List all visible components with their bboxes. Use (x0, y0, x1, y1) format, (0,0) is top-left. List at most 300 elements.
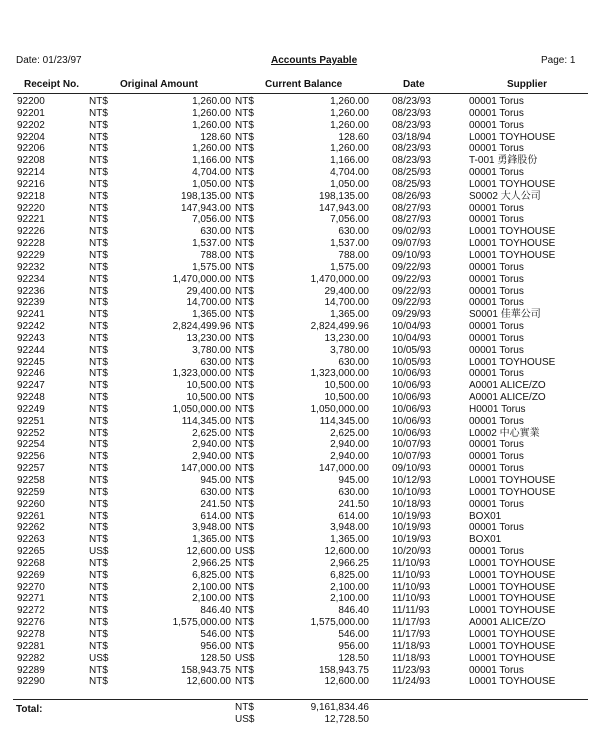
current-balance: 14,700.00 (324, 297, 369, 309)
invoice-date: 10/19/93 (392, 510, 431, 522)
total-divider (13, 699, 588, 700)
balance-currency: NT$ (235, 486, 254, 498)
balance-currency: NT$ (235, 107, 254, 119)
original-amount: 956.00 (200, 640, 231, 652)
supplier-name: 00001 Torus (469, 96, 524, 107)
original-amount: 1,365.00 (192, 309, 231, 321)
original-amount: 788.00 (200, 249, 231, 261)
current-balance: 1,260.00 (330, 96, 369, 107)
invoice-date: 10/06/93 (392, 368, 431, 380)
original-amount: 128.50 (200, 652, 231, 664)
invoice-date: 11/10/93 (392, 557, 431, 569)
total-currency: US$ (235, 714, 255, 725)
total-amount: 12,728.50 (324, 714, 369, 725)
table-row (0, 155, 600, 167)
receipt-number: 92239 (17, 297, 45, 309)
receipt-number: 92268 (17, 557, 45, 569)
original-amount: 2,966.25 (192, 557, 231, 569)
supplier-name: BOX01 (469, 534, 502, 546)
table-row (0, 167, 600, 179)
invoice-date: 08/23/93 (392, 107, 431, 119)
receipt-number: 92258 (17, 475, 45, 486)
supplier-name: 00001 Torus (469, 143, 524, 155)
report-date: Date: 01/23/97 (16, 55, 82, 66)
original-currency: NT$ (89, 403, 108, 415)
original-amount: 29,400.00 (186, 285, 231, 297)
table-row (0, 108, 600, 120)
invoice-date: 08/25/93 (392, 167, 431, 179)
table-row (0, 226, 600, 238)
receipt-number: 92290 (17, 676, 45, 688)
original-currency: NT$ (89, 628, 108, 640)
receipt-number: 92249 (17, 403, 45, 415)
current-balance: 945.00 (338, 475, 369, 486)
original-currency: NT$ (89, 344, 108, 356)
receipt-number: 92243 (17, 332, 45, 344)
original-currency: US$ (89, 652, 109, 664)
original-currency: NT$ (89, 510, 108, 522)
supplier-name: 00001 Torus (469, 273, 524, 285)
current-balance: 3,948.00 (330, 522, 369, 534)
table-row (0, 534, 600, 546)
receipt-number: 92221 (17, 214, 45, 226)
original-amount: 1,166.00 (192, 155, 231, 167)
current-balance: 12,600.00 (324, 546, 369, 558)
invoice-date: 09/29/93 (392, 309, 431, 321)
original-amount: 13,230.00 (186, 332, 231, 344)
table-row (0, 487, 600, 499)
table-row (0, 274, 600, 286)
original-amount: 3,948.00 (192, 522, 231, 534)
current-balance: 198,135.00 (318, 190, 369, 202)
original-currency: NT$ (89, 96, 108, 107)
original-currency: NT$ (89, 475, 108, 486)
balance-currency: NT$ (235, 628, 254, 640)
balance-currency: NT$ (235, 581, 254, 593)
original-currency: NT$ (89, 415, 108, 427)
balance-currency: NT$ (235, 178, 254, 190)
original-amount: 2,100.00 (192, 581, 231, 593)
table-row (0, 380, 600, 392)
original-currency: NT$ (89, 190, 108, 202)
current-balance: 2,940.00 (330, 451, 369, 463)
balance-currency: NT$ (235, 439, 254, 451)
supplier-name: 00001 Torus (469, 439, 524, 451)
receipt-number: 92236 (17, 285, 45, 297)
balance-currency: NT$ (235, 131, 254, 143)
original-currency: NT$ (89, 321, 108, 333)
receipt-number: 92261 (17, 510, 45, 522)
original-currency: NT$ (89, 155, 108, 167)
current-balance: 4,704.00 (330, 167, 369, 179)
receipt-number: 92200 (17, 96, 45, 107)
supplier-name: L0001 TOYHOUSE (469, 178, 556, 190)
current-balance: 6,825.00 (330, 569, 369, 581)
balance-currency: NT$ (235, 202, 254, 214)
current-balance: 630.00 (338, 486, 369, 498)
table-row (0, 439, 600, 451)
original-currency: NT$ (89, 368, 108, 380)
original-amount: 2,940.00 (192, 439, 231, 451)
supplier-name: T-001 勇鋒股份 (469, 155, 538, 167)
original-amount: 147,943.00 (180, 202, 231, 214)
balance-currency: NT$ (235, 451, 254, 463)
balance-currency: NT$ (235, 427, 254, 439)
column-header-supplier: Supplier (507, 79, 548, 90)
original-amount: 546.00 (200, 628, 231, 640)
original-currency: NT$ (89, 356, 108, 368)
receipt-number: 92244 (17, 344, 45, 356)
receipt-number: 92234 (17, 273, 45, 285)
invoice-date: 10/19/93 (392, 522, 431, 534)
balance-currency: US$ (235, 652, 255, 664)
receipt-number: 92206 (17, 143, 45, 155)
original-amount: 1,537.00 (192, 238, 231, 250)
original-currency: NT$ (89, 119, 108, 131)
original-currency: NT$ (89, 569, 108, 581)
invoice-date: 11/23/93 (392, 664, 431, 676)
supplier-name: L0001 TOYHOUSE (469, 249, 556, 261)
receipt-number: 92241 (17, 309, 45, 321)
supplier-name: L0001 TOYHOUSE (469, 581, 556, 593)
original-amount: 1,575,000.00 (172, 617, 231, 629)
original-amount: 2,824,499.96 (172, 321, 231, 333)
invoice-date: 10/18/93 (392, 498, 431, 510)
original-currency: NT$ (89, 178, 108, 190)
current-balance: 128.60 (338, 131, 369, 143)
receipt-number: 92202 (17, 119, 45, 131)
supplier-name: A0001 ALICE/ZO (469, 392, 546, 404)
original-currency: NT$ (89, 167, 108, 179)
invoice-date: 10/06/93 (392, 403, 431, 415)
table-row (0, 428, 600, 440)
table-row (0, 297, 600, 309)
balance-currency: NT$ (235, 96, 254, 107)
table-row (0, 582, 600, 594)
original-currency: NT$ (89, 214, 108, 226)
invoice-date: 10/06/93 (392, 415, 431, 427)
column-header-original-amount: Original Amount (120, 79, 198, 90)
supplier-name: L0001 TOYHOUSE (469, 593, 556, 605)
table-row (0, 522, 600, 534)
original-currency: NT$ (89, 605, 108, 617)
original-amount: 2,100.00 (192, 593, 231, 605)
original-amount: 1,050,000.00 (172, 403, 231, 415)
balance-currency: NT$ (235, 273, 254, 285)
receipt-number: 92228 (17, 238, 45, 250)
invoice-date: 09/02/93 (392, 226, 431, 238)
supplier-name: L0001 TOYHOUSE (469, 131, 556, 143)
current-balance: 956.00 (338, 640, 369, 652)
invoice-date: 10/07/93 (392, 439, 431, 451)
table-row (0, 629, 600, 641)
table-row (0, 96, 600, 108)
current-balance: 1,260.00 (330, 143, 369, 155)
receipt-number: 92262 (17, 522, 45, 534)
table-row (0, 558, 600, 570)
page-number: Page: 1 (541, 55, 576, 66)
current-balance: 788.00 (338, 249, 369, 261)
invoice-date: 08/23/93 (392, 96, 431, 107)
original-currency: NT$ (89, 676, 108, 688)
original-amount: 630.00 (200, 226, 231, 238)
original-amount: 1,260.00 (192, 96, 231, 107)
supplier-name: 00001 Torus (469, 167, 524, 179)
supplier-name: 00001 Torus (469, 332, 524, 344)
original-amount: 7,056.00 (192, 214, 231, 226)
table-row (0, 475, 600, 487)
balance-currency: NT$ (235, 226, 254, 238)
original-currency: NT$ (89, 332, 108, 344)
supplier-name: 00001 Torus (469, 202, 524, 214)
original-amount: 630.00 (200, 486, 231, 498)
current-balance: 2,100.00 (330, 593, 369, 605)
supplier-name: S0002 大人公司 (469, 190, 541, 202)
original-amount: 1,323,000.00 (172, 368, 231, 380)
supplier-name: 00001 Torus (469, 261, 524, 273)
total-currency: NT$ (235, 702, 254, 713)
current-balance: 241.50 (338, 498, 369, 510)
original-currency: NT$ (89, 131, 108, 143)
balance-currency: NT$ (235, 249, 254, 261)
original-amount: 198,135.00 (180, 190, 231, 202)
balance-currency: NT$ (235, 238, 254, 250)
invoice-date: 08/25/93 (392, 178, 431, 190)
current-balance: 1,323,000.00 (310, 368, 369, 380)
invoice-date: 09/22/93 (392, 273, 431, 285)
current-balance: 147,943.00 (318, 202, 369, 214)
balance-currency: US$ (235, 546, 255, 558)
supplier-name: L0002 中心實業 (469, 427, 540, 439)
supplier-name: 00001 Torus (469, 546, 524, 558)
current-balance: 13,230.00 (324, 332, 369, 344)
original-currency: NT$ (89, 664, 108, 676)
table-row (0, 203, 600, 215)
table-row (0, 653, 600, 665)
supplier-name: L0001 TOYHOUSE (469, 475, 556, 486)
current-balance: 1,575.00 (330, 261, 369, 273)
current-balance: 1,166.00 (330, 155, 369, 167)
balance-currency: NT$ (235, 605, 254, 617)
original-currency: NT$ (89, 463, 108, 475)
invoice-date: 10/05/93 (392, 344, 431, 356)
balance-currency: NT$ (235, 380, 254, 392)
original-currency: NT$ (89, 202, 108, 214)
balance-currency: NT$ (235, 569, 254, 581)
invoice-date: 08/23/93 (392, 143, 431, 155)
original-currency: US$ (89, 546, 109, 558)
receipt-number: 92278 (17, 628, 45, 640)
invoice-date: 10/12/93 (392, 475, 431, 486)
receipt-number: 92263 (17, 534, 45, 546)
original-currency: NT$ (89, 309, 108, 321)
invoice-date: 08/27/93 (392, 214, 431, 226)
receipt-number: 92271 (17, 593, 45, 605)
current-balance: 7,056.00 (330, 214, 369, 226)
receipt-number: 92204 (17, 131, 45, 143)
supplier-name: S0001 佳華公司 (469, 309, 541, 321)
original-amount: 241.50 (200, 498, 231, 510)
table-row (0, 179, 600, 191)
supplier-name: L0001 TOYHOUSE (469, 605, 556, 617)
original-amount: 128.60 (200, 131, 231, 143)
original-amount: 614.00 (200, 510, 231, 522)
original-currency: NT$ (89, 522, 108, 534)
original-currency: NT$ (89, 439, 108, 451)
original-currency: NT$ (89, 593, 108, 605)
balance-currency: NT$ (235, 640, 254, 652)
original-currency: NT$ (89, 273, 108, 285)
balance-currency: NT$ (235, 155, 254, 167)
balance-currency: NT$ (235, 190, 254, 202)
current-balance: 614.00 (338, 510, 369, 522)
balance-currency: NT$ (235, 403, 254, 415)
receipt-number: 92252 (17, 427, 45, 439)
original-amount: 945.00 (200, 475, 231, 486)
invoice-date: 11/11/93 (392, 605, 430, 617)
invoice-date: 10/20/93 (392, 546, 431, 558)
supplier-name: 00001 Torus (469, 463, 524, 475)
total-row-usd (0, 714, 600, 726)
supplier-name: 00001 Torus (469, 522, 524, 534)
original-amount: 158,943.75 (180, 664, 231, 676)
table-row (0, 676, 600, 688)
original-amount: 1,260.00 (192, 107, 231, 119)
invoice-date: 11/18/93 (392, 652, 431, 664)
table-row (0, 368, 600, 380)
balance-currency: NT$ (235, 344, 254, 356)
table-row (0, 333, 600, 345)
column-header-date: Date (403, 79, 425, 90)
original-amount: 4,704.00 (192, 167, 231, 179)
receipt-number: 92272 (17, 605, 45, 617)
receipt-number: 92214 (17, 167, 45, 179)
balance-currency: NT$ (235, 498, 254, 510)
balance-currency: NT$ (235, 510, 254, 522)
supplier-name: H0001 Torus (469, 403, 526, 415)
total-row-ntd (0, 702, 600, 714)
original-currency: NT$ (89, 261, 108, 273)
original-amount: 147,000.00 (180, 463, 231, 475)
total-label: Total: (16, 704, 43, 715)
table-row (0, 392, 600, 404)
invoice-date: 10/07/93 (392, 451, 431, 463)
current-balance: 29,400.00 (324, 285, 369, 297)
invoice-date: 11/10/93 (392, 581, 431, 593)
invoice-date: 11/10/93 (392, 569, 431, 581)
table-row (0, 191, 600, 203)
original-amount: 114,345.00 (181, 415, 231, 427)
supplier-name: L0001 TOYHOUSE (469, 486, 556, 498)
invoice-date: 09/22/93 (392, 261, 431, 273)
balance-currency: NT$ (235, 356, 254, 368)
original-amount: 1,575.00 (192, 261, 231, 273)
receipt-number: 92247 (17, 380, 45, 392)
current-balance: 128.50 (338, 652, 369, 664)
balance-currency: NT$ (235, 368, 254, 380)
original-currency: NT$ (89, 534, 108, 546)
supplier-name: L0001 TOYHOUSE (469, 557, 556, 569)
table-row (0, 605, 600, 617)
table-row (0, 309, 600, 321)
current-balance: 2,100.00 (330, 581, 369, 593)
original-amount: 1,050.00 (192, 178, 231, 190)
supplier-name: L0001 TOYHOUSE (469, 356, 556, 368)
current-balance: 546.00 (338, 628, 369, 640)
current-balance: 1,365.00 (330, 309, 369, 321)
current-balance: 158,943.75 (318, 664, 369, 676)
original-currency: NT$ (89, 392, 108, 404)
original-amount: 2,625.00 (192, 427, 231, 439)
balance-currency: NT$ (235, 143, 254, 155)
current-balance: 1,365.00 (330, 534, 369, 546)
supplier-name: L0001 TOYHOUSE (469, 640, 556, 652)
invoice-date: 11/17/93 (392, 628, 431, 640)
ledger-rows (0, 96, 600, 688)
current-balance: 3,780.00 (330, 344, 369, 356)
table-row (0, 665, 600, 677)
original-amount: 6,825.00 (192, 569, 231, 581)
table-row (0, 143, 600, 155)
current-balance: 2,966.25 (330, 557, 369, 569)
invoice-date: 08/27/93 (392, 202, 431, 214)
current-balance: 114,345.00 (319, 415, 369, 427)
receipt-number: 92232 (17, 261, 45, 273)
supplier-name: 00001 Torus (469, 119, 524, 131)
supplier-name: 00001 Torus (469, 451, 524, 463)
balance-currency: NT$ (235, 534, 254, 546)
table-row (0, 593, 600, 605)
invoice-date: 10/06/93 (392, 427, 431, 439)
current-balance: 1,260.00 (330, 119, 369, 131)
invoice-date: 10/10/93 (392, 486, 431, 498)
original-currency: NT$ (89, 617, 108, 629)
invoice-date: 11/18/93 (392, 640, 431, 652)
receipt-number: 92208 (17, 155, 45, 167)
receipt-number: 92265 (17, 546, 45, 558)
table-row (0, 511, 600, 523)
current-balance: 147,000.00 (318, 463, 369, 475)
original-amount: 3,780.00 (192, 344, 231, 356)
receipt-number: 92256 (17, 451, 45, 463)
original-amount: 1,365.00 (192, 534, 231, 546)
supplier-name: A0001 ALICE/ZO (469, 380, 546, 392)
balance-currency: NT$ (235, 522, 254, 534)
table-row (0, 321, 600, 333)
invoice-date: 09/10/93 (392, 249, 431, 261)
current-balance: 1,537.00 (330, 238, 369, 250)
table-row (0, 570, 600, 582)
invoice-date: 10/04/93 (392, 332, 431, 344)
supplier-name: 00001 Torus (469, 368, 524, 380)
current-balance: 2,625.00 (330, 427, 369, 439)
table-row (0, 238, 600, 250)
supplier-name: 00001 Torus (469, 285, 524, 297)
original-amount: 2,940.00 (192, 451, 231, 463)
receipt-number: 92289 (17, 664, 45, 676)
supplier-name: 00001 Torus (469, 498, 524, 510)
receipt-number: 92259 (17, 486, 45, 498)
invoice-date: 10/06/93 (392, 380, 431, 392)
receipt-number: 92248 (17, 392, 45, 404)
table-row (0, 546, 600, 558)
receipt-number: 92276 (17, 617, 45, 629)
receipt-number: 92201 (17, 107, 45, 119)
current-balance: 1,575,000.00 (310, 617, 369, 629)
original-currency: NT$ (89, 249, 108, 261)
invoice-date: 09/22/93 (392, 297, 431, 309)
receipt-number: 92229 (17, 249, 45, 261)
